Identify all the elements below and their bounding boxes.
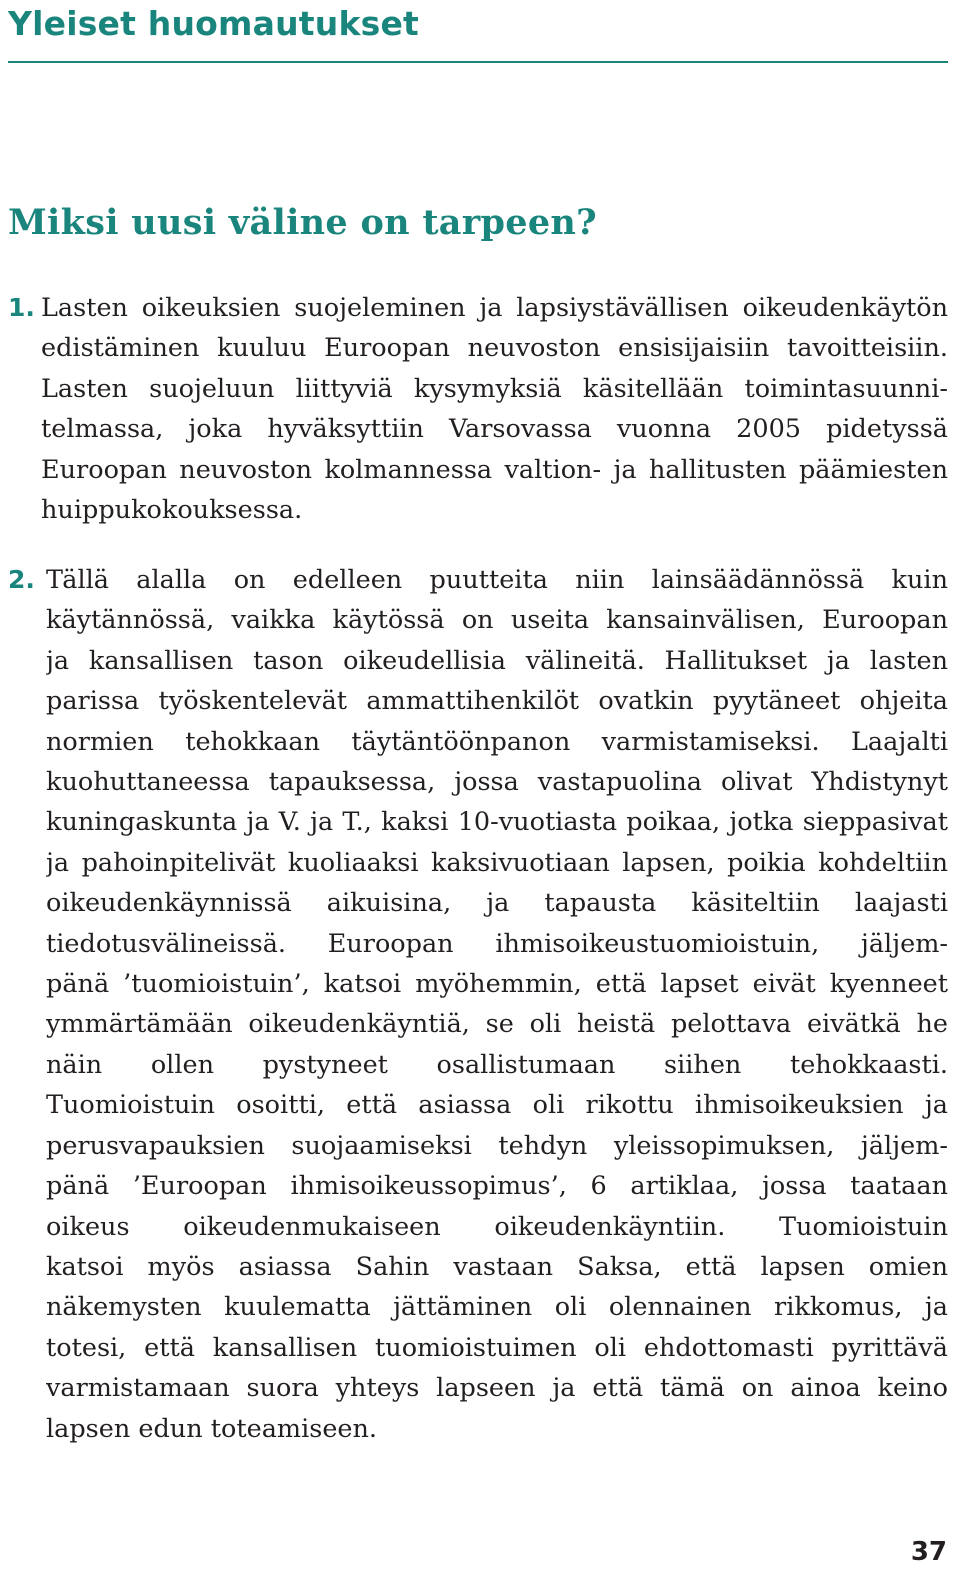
section-divider: [8, 61, 948, 63]
paragraph-line: näin ollen pystyneet osallistumaan siihen tehokkaasti.: [46, 1049, 948, 1080]
page-heading: Miksi uusi väline on tarpeen?: [8, 202, 597, 243]
paragraph-line: oikeudenkäynnissä aikuisina, ja tapausta käsiteltiin laajasti: [46, 888, 948, 919]
paragraph-body: [41, 288, 948, 530]
paragraph-line: varmistamaan suora yhteys lapseen ja että tämä on ainoa keino: [46, 1373, 948, 1404]
page-number: 37: [910, 1537, 947, 1567]
paragraph-line: normien tehokkaan täytäntöönpanon varmistamiseksi. Laajalti: [46, 726, 948, 757]
paragraph-line: edistäminen kuuluu Euroopan neuvoston ensisijaisiin tavoitteisiin.: [41, 333, 948, 364]
paragraph-line: lapsen edun toteamiseen.: [46, 1413, 378, 1444]
paragraph-1: [8, 288, 948, 530]
paragraph-line: ymmärtämään oikeudenkäyntiä, se oli heistä pelottava eivätkä he: [46, 1009, 948, 1040]
paragraph-line: totesi, että kansallisen tuomioistuimen oli ehdottomasti pyrittävä: [46, 1332, 948, 1363]
paragraph-line: ja pahoinpitelivät kuoliaaksi kaksivuotiaan lapsen, poikia kohdeltiin: [46, 847, 948, 878]
paragraph-line: katsoi myös asiassa Sahin vastaan Saksa, että lapsen omien: [46, 1251, 948, 1282]
paragraph-line: parissa työskentelevät ammattihenkilöt ovatkin pyytäneet ohjeita: [46, 686, 948, 717]
paragraph-line: perusvapauksien suojaamiseksi tehdyn yleissopimuksen, jäljem-: [46, 1130, 948, 1161]
paragraph-line: telmassa, joka hyväksyttiin Varsovassa vuonna 2005 pidetyssä: [41, 414, 948, 445]
paragraph-line: Lasten oikeuksien suojeleminen ja lapsiystävällisen oikeudenkäytön: [41, 293, 948, 323]
paragraph-line: näkemysten kuulematta jättäminen oli olennainen rikkomus, ja: [46, 1292, 948, 1323]
paragraph-2: [8, 560, 948, 1449]
paragraph-line: Lasten suojeluun liittyviä kysymyksiä käsitellään toimintasuunni-: [41, 373, 948, 404]
paragraph-line: pänä ’Euroopan ihmisoikeussopimus’, 6 artiklaa, jossa taataan: [46, 1171, 948, 1202]
paragraph-number: 2.: [8, 565, 35, 594]
paragraph-line: tiedotusvälineissä. Euroopan ihmisoikeustuomioistuin, jäljem-: [46, 928, 948, 959]
paragraph-line: kuohuttaneessa tapauksessa, jossa vastapuolina olivat Yhdistynyt: [46, 767, 948, 798]
section-title: Yleiset huomautukset: [8, 4, 420, 43]
paragraph-line: huippukokouksessa.: [41, 495, 303, 526]
paragraph-line: pänä ’tuomioistuin’, katsoi myöhemmin, että lapset eivät kyenneet: [46, 969, 948, 1000]
paragraph-number: 1.: [8, 293, 35, 322]
paragraph-line: ja kansallisen tason oikeudellisia välineitä. Hallitukset ja lasten: [46, 645, 948, 676]
paragraph-body: [46, 560, 948, 1449]
paragraph-line: kuningaskunta ja V. ja T., kaksi 10-vuotiasta poikaa, jotka sieppasivat: [46, 807, 948, 838]
paragraph-line: oikeus oikeudenmukaiseen oikeudenkäyntiin. Tuomioistuin: [46, 1211, 948, 1242]
paragraph-line: Euroopan neuvoston kolmannessa valtion- ja hallitusten päämiesten: [41, 454, 948, 485]
paragraph-line: Tuomioistuin osoitti, että asiassa oli rikottu ihmisoikeuksien ja: [46, 1090, 948, 1121]
paragraph-line: käytännössä, vaikka käytössä on useita kansainvälisen, Euroopan: [46, 605, 948, 636]
section-header: [8, 2, 948, 46]
paragraph-line: Tällä alalla on edelleen puutteita niin lainsäädännössä kuin: [46, 565, 948, 595]
